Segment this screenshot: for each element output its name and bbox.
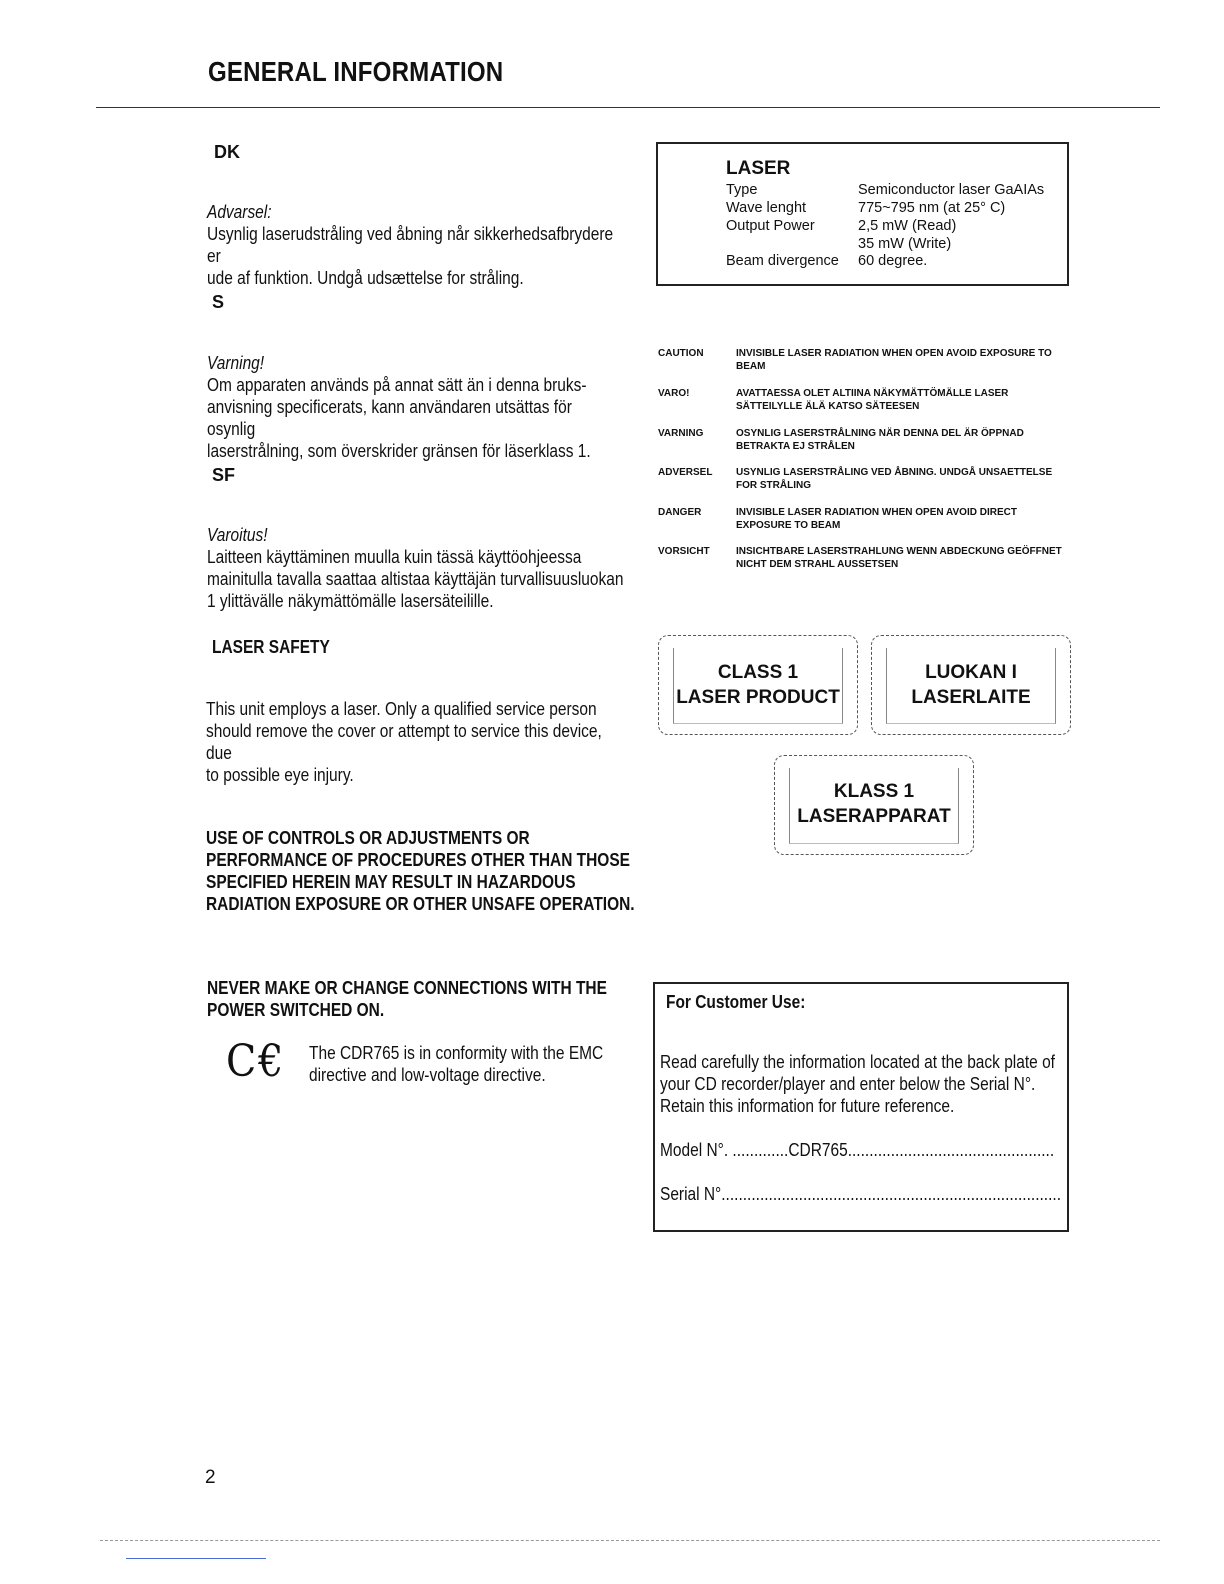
warning-label: DANGER	[658, 507, 702, 518]
laser-safety-line: should remove the cover or attempt to service this device, due	[206, 721, 602, 763]
customer-use-box	[653, 982, 1069, 1232]
model-number-field: Model N°. .............CDR765................................................	[660, 1140, 1055, 1160]
ce-conformity-text	[309, 1042, 653, 1086]
class-label-inner-frame	[886, 648, 1056, 724]
warning-label: CAUTION	[658, 348, 704, 359]
connections-warning-line: NEVER MAKE OR CHANGE CONNECTIONS WITH THE	[207, 978, 607, 998]
warning-text: AVATTAESSA OLET ALTIINA NÄKYMÄTTÖMÄLLE LASER SÄTTEILYLLE ÄLÄ KATSO SÄTEESEN	[736, 388, 1009, 412]
customer-heading: For Customer Use:	[666, 992, 806, 1012]
customer-instructions	[660, 1051, 1064, 1117]
scan-artifact-line	[100, 1540, 1160, 1541]
class-label-en	[658, 635, 858, 735]
section-sf-line: Laitteen käyttäminen muulla kuin tässä käyttöohjeessa	[207, 547, 582, 567]
controls-warning-line: PERFORMANCE OF PROCEDURES OTHER THAN THOSE	[206, 850, 631, 870]
section-dk-line: Usynlig laserudstråling ved åbning når sikkerhedsafbrydere er	[207, 224, 614, 266]
section-s-text	[207, 352, 620, 462]
ce-conformity-line: directive and low-voltage directive.	[309, 1065, 546, 1085]
serial-number-field: Serial N°...............................................................................	[660, 1184, 1062, 1204]
section-sf-line: mainitulla tavalla saattaa altistaa käyttäjän turvallisuusluokan	[207, 569, 624, 589]
spec-key: Beam divergence	[726, 253, 839, 269]
page-number: 2	[205, 1467, 216, 1488]
class-label-line1: LUOKAN I	[925, 662, 1017, 683]
section-sf-text	[207, 524, 628, 612]
class-label-se	[774, 755, 974, 855]
laser-spec-heading: LASER	[726, 158, 791, 179]
spec-value: 775~795 nm (at 25° C)	[858, 200, 1006, 216]
ce-conformity-line: The CDR765 is in conformity with the EMC	[309, 1043, 604, 1063]
spec-value: 2,5 mW (Read)	[858, 218, 957, 234]
laser-safety-line: This unit employs a laser. Only a qualified service person	[206, 699, 597, 719]
class-label-line1: KLASS 1	[833, 781, 915, 802]
customer-instruction-line: your CD recorder/player and enter below the Serial N°.	[660, 1074, 1036, 1094]
controls-warning-line: RADIATION EXPOSURE OR OTHER UNSAFE OPERATION.	[206, 894, 635, 914]
class-label-line2: LASERLAITE	[911, 687, 1031, 708]
class-label-inner-frame	[673, 648, 843, 724]
warning-text: INSICHTBARE LASERSTRAHLUNG WENN ABDECKUNG GEÖFFNET NICHT DEM STRAHL AUSSETSEN	[736, 546, 1062, 570]
warning-label: ADVERSEL	[658, 467, 713, 478]
section-s-line: anvisning specificerats, kann användaren utsättas för osynlig	[207, 397, 572, 439]
controls-warning	[206, 827, 636, 915]
warning-label: VARNING	[658, 428, 704, 439]
warning-label: VARO!	[658, 388, 690, 399]
section-s-line: laserstrålning, som överskrider gränsen för läserklass 1.	[207, 441, 591, 461]
class-label-line2: LASER PRODUCT	[676, 687, 840, 708]
class-label-fi	[871, 635, 1071, 735]
laser-safety-text	[206, 698, 627, 786]
section-dk-text	[207, 201, 620, 289]
section-dk-line: ude af funktion. Undgå udsættelse for stråling.	[207, 268, 524, 288]
warning-text: OSYNLIG LASERSTRÅLNING NÄR DENNA DEL ÄR ÖPPNAD BETRAKTA EJ STRÅLEN	[736, 428, 1024, 452]
section-s-heading: Varning!	[207, 353, 265, 373]
spec-key: Type	[726, 182, 758, 198]
controls-warning-line: USE OF CONTROLS OR ADJUSTMENTS OR	[206, 828, 530, 848]
section-sf-line: 1 ylittävälle näkymättömälle lasersäteilille.	[207, 591, 494, 611]
laser-safety-line: to possible eye injury.	[206, 765, 354, 785]
section-sf-heading: Varoitus!	[207, 525, 268, 545]
page-title: GENERAL INFORMATION	[208, 56, 504, 87]
spec-value: 35 mW (Write)	[858, 236, 952, 252]
scan-artifact-blue-line	[126, 1558, 266, 1559]
section-code-s: S	[212, 292, 225, 312]
class-label-line2: LASERAPPARAT	[797, 806, 951, 827]
spec-value: Semiconductor laser GaAIAs	[858, 182, 1045, 198]
spec-value: 60 degree.	[858, 253, 928, 269]
ce-mark-icon: C€	[226, 1036, 286, 1087]
warning-text: INVISIBLE LASER RADIATION WHEN OPEN AVOID DIRECT EXPOSURE TO BEAM	[736, 507, 1017, 531]
laser-safety-heading: LASER SAFETY	[212, 637, 330, 657]
controls-warning-line: SPECIFIED HEREIN MAY RESULT IN HAZARDOUS	[206, 872, 576, 892]
section-code-dk: DK	[214, 142, 240, 162]
warning-text: USYNLIG LASERSTRÅLING VED ÅBNING. UNDGÅ UNSAETTELSE FOR STRÅLING	[736, 467, 1053, 491]
spec-key: Output Power	[726, 218, 815, 234]
section-s-line: Om apparaten används på annat sätt än i denna bruks-	[207, 375, 587, 395]
warning-label: VORSICHT	[658, 546, 710, 557]
class-label-line1: CLASS 1	[717, 662, 799, 683]
spec-key: Wave lenght	[726, 200, 807, 216]
customer-instruction-line: Read carefully the information located at the back plate of	[660, 1052, 1055, 1072]
title-divider	[96, 107, 1160, 108]
connections-warning	[207, 977, 637, 1021]
laser-spec-box	[656, 142, 1069, 286]
connections-warning-line: POWER SWITCHED ON.	[207, 1000, 385, 1020]
section-code-sf: SF	[212, 465, 236, 485]
warning-text: INVISIBLE LASER RADIATION WHEN OPEN AVOID EXPOSURE TO BEAM	[736, 348, 1052, 372]
customer-instruction-line: Retain this information for future reference.	[660, 1096, 955, 1116]
section-dk-heading: Advarsel:	[207, 202, 272, 222]
